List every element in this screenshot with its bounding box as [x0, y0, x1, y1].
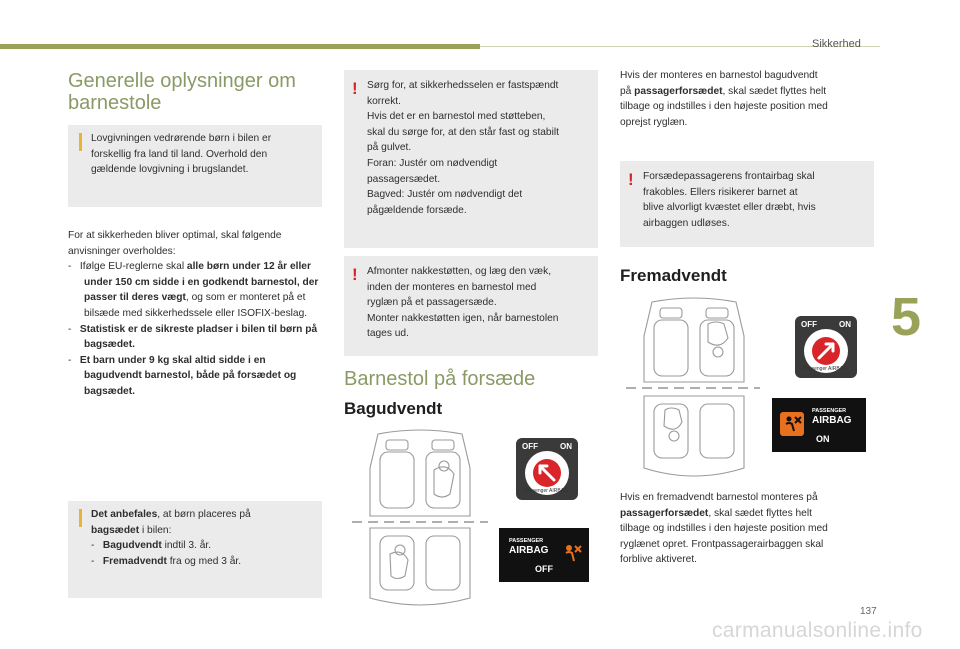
- text-line: [91, 554, 317, 570]
- text-run: , og som er monteret på et bilsæde med sikkerhedssele eller ISOFIX-beslag.: [84, 292, 308, 319]
- text-line: ryglæn på et passagersæde.: [367, 297, 497, 309]
- text-run: , at børn placeres på: [157, 509, 251, 520]
- switch-off-label: OFF: [522, 442, 538, 451]
- header-accent-bar: [0, 44, 480, 49]
- text-line: tages ud.: [367, 328, 409, 340]
- section-title-front-seat: Barnestol på forsæde: [344, 368, 536, 390]
- subtitle-forward-facing: Fremadvendt: [620, 266, 727, 285]
- indicator-state: ON: [816, 434, 830, 444]
- text-line: forblive aktiveret.: [620, 554, 698, 566]
- text-run-bold: Statistisk er de sikreste pladser i bilen til børn på bagsædet.: [79, 323, 318, 351]
- watermark: carmanualsonline.info: [712, 619, 923, 642]
- text-run: på: [620, 85, 635, 97]
- rear-facing-instructions: [620, 68, 878, 130]
- warning-box-seatbelt-text: [367, 78, 597, 218]
- indicator-airbag-on: [772, 398, 866, 452]
- info-icon: [79, 133, 82, 151]
- text-run-bold: Fremadvendt: [102, 555, 167, 567]
- indicator-line2: AIRBAG: [509, 545, 549, 556]
- text-run: i bilen:: [139, 524, 172, 536]
- switch-off-label: OFF: [801, 320, 817, 329]
- text-line: Hvis det er en barnestol med støtteben,: [367, 111, 546, 123]
- subtitle-rear-facing: Bagudvendt: [344, 399, 443, 418]
- text-line: forskellig fra land til land. Overhold den: [91, 148, 268, 160]
- airbag-switch-off: [516, 438, 578, 500]
- text-line: på gulvet.: [367, 142, 412, 154]
- text-line: ryglænet opret. Frontpassagerairbaggen skal: [620, 538, 824, 550]
- text-run-bold: Et barn under 9 kg skal altid sidde i en bagudvendt barnestol, både på forsædet og bagsædet.: [79, 354, 297, 397]
- text-line: oprejst ryglæn.: [620, 116, 688, 128]
- indicator-line2: AIRBAG: [812, 415, 852, 426]
- text-run: , skal sædet flyttes helt: [722, 85, 827, 97]
- bullet-dash: -: [68, 354, 72, 366]
- text-line: airbaggen udløses.: [643, 217, 730, 229]
- text-run: fra og med 3 år.: [166, 555, 242, 567]
- text-line: Foran: Justér om nødvendigt: [367, 157, 498, 169]
- text-line: For at sikkerheden bliver optimal, skal følgende: [68, 230, 282, 241]
- text-line: Forsædepassagerens frontairbag skal: [643, 171, 815, 182]
- bullet-dash: -: [68, 261, 72, 273]
- switch-on-label: ON: [560, 442, 572, 451]
- indicator-line1: PASSENGER: [509, 538, 544, 544]
- text-run-bold: passagerforsædet: [620, 507, 709, 519]
- section-title-general: [68, 70, 296, 114]
- bullet-eu-rule: [68, 259, 326, 321]
- section-title-line: barnestole: [68, 92, 162, 114]
- section-title-line: Generelle oplysninger om: [68, 70, 296, 92]
- text-line: gældende lovgivning i brugslandet.: [91, 164, 249, 176]
- info-box-legislation-text: [91, 131, 317, 178]
- bullet-safest-seats: [68, 322, 326, 353]
- indicator-airbag-off: [499, 528, 589, 582]
- text-line: Sørg for, at sikkerhedsselen er fastspændt: [367, 80, 559, 91]
- text-run: , skal sædet flyttes helt: [708, 507, 812, 519]
- text-run-bold: Det anbefales: [91, 509, 158, 520]
- bullet-dash: -: [91, 555, 95, 567]
- text-line: Hvis der monteres en barnestol bagudvendt: [620, 70, 818, 81]
- text-line: [620, 84, 878, 100]
- text-run-bold: alle børn under 12 år eller under 150 cm sidde i en godkendt barnestol, der passer til deres vægt: [84, 261, 319, 304]
- text-line: tilbage og indstilles i den højeste position med: [620, 101, 828, 113]
- bullet-dash: -: [68, 323, 72, 335]
- text-line: Afmonter nakkestøtten, og læg den væk,: [367, 266, 552, 277]
- warning-icon: !: [352, 79, 358, 98]
- airbag-disabled-icon: [561, 542, 583, 564]
- safety-instructions: [68, 228, 326, 400]
- text-run-bold: passagerforsædet: [634, 85, 723, 97]
- text-line: korrekt.: [367, 95, 401, 107]
- text-line: inden der monteres en barnestol med: [367, 281, 537, 293]
- chapter-number: 5: [890, 287, 922, 347]
- text-run: indtil 3. år.: [161, 540, 212, 552]
- text-line: tilbage og indstilles i den højeste position med: [620, 523, 828, 535]
- text-line: blive alvorligt kvæstet eller dræbt, hvis: [643, 202, 816, 214]
- switch-ring-text: Passenger AIRBAG: [524, 488, 568, 494]
- info-box-recommendation-text: [91, 507, 317, 569]
- page-number: 137: [860, 606, 877, 617]
- indicator-line1: PASSENGER: [812, 408, 847, 414]
- text-run-bold: bagsædet: [91, 524, 140, 536]
- text-line: [620, 506, 878, 522]
- text-line: Monter nakkestøtten igen, når barnestolen: [367, 312, 559, 324]
- forward-facing-seat-illustration: [624, 296, 764, 484]
- text-line: [91, 538, 317, 554]
- switch-on-label: ON: [839, 320, 851, 329]
- text-run-bold: Bagudvendt: [102, 540, 162, 552]
- text-line: [91, 507, 317, 523]
- warning-icon: !: [352, 265, 358, 284]
- bullet-dash: -: [91, 540, 95, 552]
- airbag-warning-icon: [780, 412, 804, 436]
- text-line: pågældende forsæde.: [367, 204, 467, 216]
- airbag-switch-on: [795, 316, 857, 378]
- chapter-title: Sikkerhed: [812, 38, 861, 50]
- warning-icon: !: [628, 170, 634, 189]
- info-icon: [79, 509, 82, 527]
- indicator-state: OFF: [535, 564, 553, 574]
- warning-box-headrest-text: [367, 264, 597, 342]
- bullet-under-9kg: [68, 353, 326, 400]
- text-line: frakobles. Ellers risikerer barnet at: [643, 186, 798, 198]
- rear-facing-seat-illustration: [350, 428, 490, 612]
- warning-box-airbag-text: [643, 169, 871, 231]
- text-line: [91, 523, 317, 539]
- text-line: Lovgivningen vedrørende børn i bilen er: [91, 133, 272, 144]
- switch-ring-text: Passenger AIRBAG: [803, 366, 847, 372]
- forward-facing-instructions: [620, 490, 878, 568]
- text-line: skal du sørge for, at den står fast og stabilt: [367, 126, 559, 138]
- text-run: Ifølge EU-reglerne skal: [79, 261, 187, 273]
- text-line: anvisninger overholdes:: [68, 245, 176, 257]
- text-line: Hvis en fremadvendt barnestol monteres på: [620, 492, 818, 503]
- text-line: passagersædet.: [367, 173, 441, 185]
- text-line: Bagved: Justér om nødvendigt det: [367, 189, 523, 201]
